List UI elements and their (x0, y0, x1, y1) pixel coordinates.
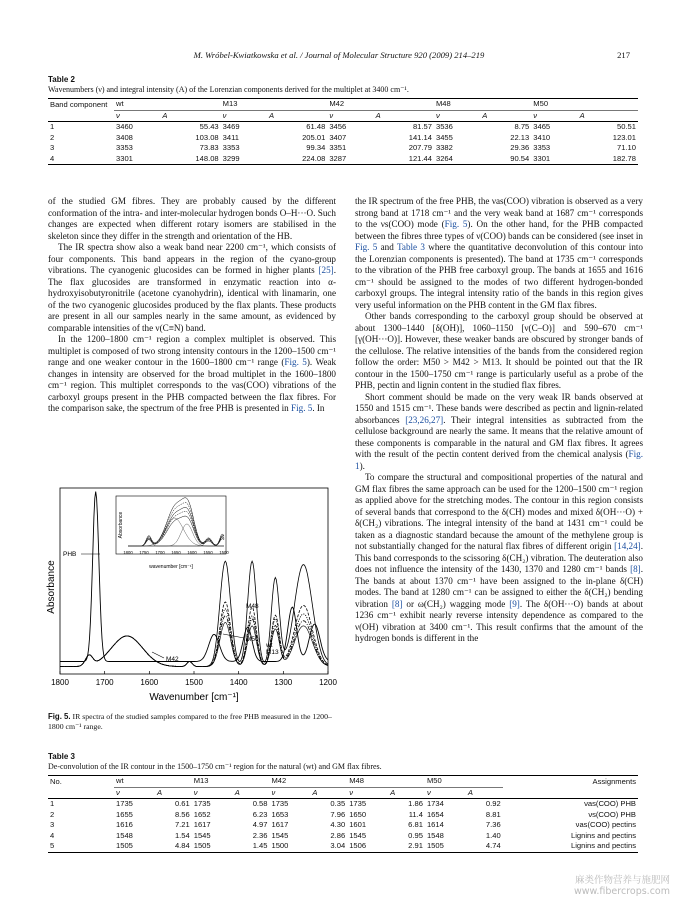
figure5-ir-spectra-chart (48, 486, 336, 708)
curve-label: M48 (246, 603, 259, 610)
subheader-a: A (466, 787, 503, 799)
inset-tick-label: 1500 (219, 550, 229, 555)
table-cell: 61.48 (306, 122, 326, 132)
table-row (48, 122, 638, 133)
subheader-a: A (160, 110, 220, 122)
table-cell: 1601 (349, 820, 367, 830)
watermark: 麻类作物营养与施肥网 www.fibercrops.com (573, 875, 670, 897)
figure-link[interactable]: Fig. 5 (355, 242, 378, 252)
table-cell: 1.54 (174, 830, 190, 840)
table-cell: 3264 (434, 154, 480, 165)
page-number: 217 (617, 50, 630, 60)
table-cell: 99.34 (306, 143, 326, 153)
table-cell: 103.08 (195, 132, 219, 142)
table-cell: 4.84 (155, 841, 192, 852)
table-cell: 3.04 (310, 841, 347, 852)
table-row (48, 810, 638, 821)
table-cell: 1735 (193, 799, 211, 809)
table-cell: 1.86 (408, 799, 423, 809)
table-cell: 224.08 (267, 154, 327, 165)
x-tick-label: 1200 (319, 678, 337, 687)
table-cell: 0.92 (485, 799, 501, 809)
table-cell: 207.79 (408, 143, 432, 153)
table-cell: 205.01 (302, 132, 326, 142)
table-cell: 1506 (347, 841, 388, 852)
x-tick-label: 1300 (274, 678, 293, 687)
x-axis (51, 671, 337, 687)
table-cell: 1505 (114, 841, 155, 852)
citation-link[interactable]: [23,26,27] (405, 414, 444, 425)
table-cell: 1.40 (485, 830, 501, 840)
x-tick-label: 1400 (229, 678, 248, 687)
table-cell: 1548 (426, 830, 444, 840)
citation-link[interactable]: [8] (630, 564, 641, 574)
table-cell: 3460 (116, 122, 133, 132)
subheader-nu: ν (114, 110, 160, 122)
column-group-header: M13 (192, 776, 270, 788)
paragraph: Other bands corresponding to the carboxyl group should be observed at about 1300–1440 [δ(OH)], 1060–1150 [ν(C–O)] and 590–670 cm⁻¹ [γ(OH···O)]. However, these weaker bands are obscured by stronger bands of the cellulose. The relative intensities of the bands from the considered region follow the order: M50 > M42 > M13. It should be pointed out that the IR contour in the 1500–1750 cm⁻¹ range is particularly useful as a probe of the PHB, pectin and lignin content in the studied flax fibres. (355, 311, 643, 390)
table-cell: 3407 (329, 132, 347, 142)
subheader-nu: ν (425, 787, 466, 799)
table-cell: 3 (50, 143, 55, 153)
table-cell: 121.44 (374, 154, 434, 165)
table-cell: 1655 (116, 809, 133, 819)
x-tick-label: 1600 (140, 678, 159, 687)
table-cell: 2.86 (330, 830, 346, 840)
column-header: Assignments (503, 776, 638, 788)
table-row (48, 154, 638, 165)
citation-link[interactable]: [25] (318, 265, 334, 275)
table-cell: 50.51 (616, 122, 636, 132)
subheader-a: A (233, 787, 270, 799)
subheader-a: A (388, 787, 425, 799)
column-group-header: wt (114, 99, 221, 111)
curve-label: M42 (166, 656, 179, 663)
subheader-nu: ν (269, 787, 310, 799)
table-cell: 1652 (193, 809, 211, 819)
curve-label: M13 (266, 649, 279, 656)
table-cell: 3411 (222, 132, 239, 142)
x-tick-label: 1700 (95, 678, 114, 687)
table-cell: 4 (50, 830, 55, 840)
table-cell: 90.54 (480, 154, 531, 165)
table-cell: 1545 (349, 830, 367, 840)
table-row (48, 820, 638, 831)
table-cell: 2.36 (252, 830, 268, 840)
subheader-a: A (578, 110, 638, 122)
table-cell: 5 (48, 841, 114, 852)
subheader-a: A (310, 787, 347, 799)
table-cell: 3465 (533, 122, 551, 132)
table-cell: 2 (50, 132, 55, 142)
table-cell: 1735 (271, 799, 289, 809)
table-cell: 0.61 (174, 799, 190, 809)
table-cell: 148.08 (160, 154, 220, 165)
table-cell: 1735 (116, 799, 133, 809)
citation-link[interactable]: [9] (509, 598, 520, 609)
inset-chart (116, 496, 229, 570)
subheader-a: A (267, 110, 327, 122)
inset-tick-label: 1650 (171, 550, 181, 555)
table-row (48, 799, 638, 810)
table-cell: 3287 (327, 154, 373, 165)
table-cell: 4.74 (466, 841, 503, 852)
table-cell: 8.56 (174, 809, 190, 819)
subheader-a: A (155, 787, 192, 799)
inset-tick-label: 1800 (123, 550, 133, 555)
table-cell: Lignins and pectins (503, 841, 638, 852)
table-cell: 0.58 (252, 799, 268, 809)
table-cell: 81.57 (412, 122, 432, 132)
curve-label: wt (266, 642, 273, 649)
figure5-caption: Fig. 5. IR spectra of the studied samples compared to the free PHB measured in the 1200–1800 cm⁻¹ range. (48, 712, 332, 731)
inset-tick-label: 1550 (203, 550, 213, 555)
table-cell: 8.81 (485, 809, 501, 819)
table3 (48, 775, 638, 853)
figure5-label: Fig. 5. (48, 712, 71, 721)
table-cell: 1617 (271, 820, 289, 830)
table2 (48, 98, 638, 165)
table-cell: νas(COO) pectins (575, 820, 636, 830)
curve-label: PHB (63, 551, 77, 558)
table-cell: 8.75 (514, 122, 530, 132)
column-group-header: M13 (221, 99, 328, 111)
table-cell: 141.14 (408, 132, 432, 142)
figure-link[interactable]: Fig. 1 (355, 449, 643, 471)
table-cell: 11.4 (408, 809, 423, 819)
column-group-header: M48 (434, 99, 531, 111)
inset-tick-label: 1700 (155, 550, 165, 555)
table-row (48, 831, 638, 842)
table-cell: 0.35 (330, 799, 346, 809)
curve-m48 (60, 561, 328, 666)
table-cell: 1500 (269, 841, 310, 852)
table-cell: 1545 (271, 830, 289, 840)
subheader-nu: ν (114, 787, 155, 799)
subheader-nu: ν (434, 110, 480, 122)
table-cell: 3 (50, 820, 55, 830)
table-cell: 3299 (221, 154, 267, 165)
table-cell: 73.83 (199, 143, 219, 153)
table3-caption (48, 752, 638, 772)
table-cell: 1734 (426, 799, 444, 809)
table-cell: 3353 (533, 143, 551, 153)
table-cell: 3456 (329, 122, 347, 132)
table-cell: 7.21 (174, 820, 190, 830)
inset-tick-label: 1750 (139, 550, 149, 555)
column-group-header: M42 (327, 99, 434, 111)
column-group-header: wt (114, 776, 192, 788)
table-cell: 3301 (114, 154, 160, 165)
table-cell: 3382 (435, 143, 453, 153)
table-cell: 3301 (531, 154, 577, 165)
table-cell: 22.13 (510, 132, 530, 142)
inset-x-label: wavenumber [cm⁻¹] (149, 564, 193, 570)
table-row (48, 143, 638, 154)
table-cell: 123.01 (612, 132, 636, 142)
table-cell: 4 (48, 154, 114, 165)
table-cell: 3455 (435, 132, 453, 142)
table-cell: 3469 (222, 122, 240, 132)
table-cell: 4.30 (330, 820, 346, 830)
table-cell: 6.23 (252, 809, 268, 819)
subheader-nu: ν (221, 110, 267, 122)
table-cell: 3408 (116, 132, 133, 142)
table-cell: 1 (50, 122, 55, 132)
figure-link[interactable]: Fig. 5 (444, 219, 468, 229)
running-header (48, 50, 630, 64)
column-group-header: M48 (347, 776, 425, 788)
table2-caption-text: Wavenumbers (ν) and integral intensity (A) of the Lorenzian components derived for the multiplet at 3400 cm⁻¹. (48, 85, 409, 94)
table-cell: 1614 (426, 820, 444, 830)
table-cell: 55.43 (199, 122, 219, 132)
table-cell: 1650 (349, 809, 367, 819)
table-cell: 1 (50, 799, 55, 809)
inset-tick-label: 1600 (187, 550, 197, 555)
table3-label: Table 3 (48, 752, 75, 761)
table-cell: 1653 (271, 809, 289, 819)
paragraph: Short comment should be made on the very weak IR bands observed at 1550 and 1515 cm⁻¹. These bands were described as pectin and lignin-related absorbances [23,26,27]. Their integral intensities as subtracted from the cellulose background are nearly the same. It means that the relative amount of these components is comparable in the natural and GM flax fibres. It agrees with the result of the pectin content derived from the chemical analysis (Fig. 1). (355, 391, 644, 471)
subheader-nu: ν (531, 110, 577, 122)
table-cell: Lignins and pectins (570, 830, 636, 840)
column-group-header: M50 (531, 99, 638, 111)
figure-link[interactable]: Fig. 5 (284, 357, 307, 367)
table-cell: 3410 (533, 132, 551, 142)
running-title: M. Wróbel-Kwiatkowska et al. / Journal of Molecular Structure 920 (2009) 214–219 (193, 50, 485, 60)
table-row (48, 133, 638, 144)
subheader-nu: ν (347, 787, 388, 799)
table-cell: 1654 (426, 809, 444, 819)
paragraph: of the studied GM fibres. They are probably caused by the different conformation of the intra- and inter-molecular hydrogen bonds O–H···O. Such changes are expected when different rotary isomers are stabilised in the skeleton since they differ in the strength and orientation of the HB. (48, 196, 336, 241)
column-group-header: M50 (425, 776, 503, 788)
table-cell: 7.36 (485, 820, 501, 830)
table-cell: 3536 (435, 122, 453, 132)
subheader-a: A (374, 110, 434, 122)
column-header: No. (48, 776, 114, 788)
table-cell: 3353 (116, 143, 133, 153)
table-cell: 0.95 (408, 830, 423, 840)
table-cell: 7.96 (330, 809, 346, 819)
x-tick-label: 1500 (185, 678, 203, 687)
subheader-nu: ν (327, 110, 373, 122)
table3-caption-text: De-convolution of the IR contour in the 1500–1750 cm⁻¹ region for the natural (wt) and GM flax fibres. (48, 762, 382, 771)
x-tick-label: 1800 (51, 678, 69, 687)
paragraph: In the 1200–1800 cm⁻¹ region a complex multiplet is observed. This multiplet is composed of two strong intensity contours in the 1200–1500 cm⁻¹ range and one weaker contour in the 1600–1800 cm⁻¹ range (Fig. 5). Weak changes in intensity are observed for the broad multiplet in the 1600–1800 cm⁻¹ region. This multiplet corresponds to the νas(COO) vibrations of the carboxyl groups present in the PHB compacted between the flax fibres. For the comparison sake, the spectrum of the free PHB is presented in Fig. 5. In (48, 334, 337, 413)
inset-y-label: Absorbance (118, 511, 124, 539)
table2-label: Table 2 (48, 75, 75, 84)
table-cell: 1505 (192, 841, 233, 852)
y-axis-label: Absorbance (46, 560, 57, 614)
table-link[interactable]: Table 3 (396, 242, 425, 252)
table-cell: 1617 (193, 820, 211, 830)
table-cell: 2 (50, 809, 55, 819)
table-cell: νs(COO) PHB (588, 809, 636, 819)
curve-label: M50 (246, 636, 259, 643)
curve-m42 (60, 616, 328, 667)
table-cell: νas(COO) PHB (584, 799, 636, 809)
table-cell: 71.10 (616, 143, 636, 153)
table-cell: 3353 (222, 143, 240, 153)
table-cell: 1616 (116, 820, 133, 830)
table-cell: 182.78 (578, 154, 638, 165)
subheader-a: A (480, 110, 531, 122)
table-cell: 1545 (193, 830, 211, 840)
right-column (355, 196, 643, 645)
table-cell: 1548 (116, 830, 133, 840)
citation-link[interactable]: [8] (391, 598, 403, 609)
table-cell: 29.36 (510, 143, 530, 153)
paragraph: The IR spectra show also a weak band near 2200 cm⁻¹, which consists of four components. This band appears in the region of the cyano-group vibrations. The cyanogenic glucosides can be formed in higher plants [25]. The flax glucosides are transformed in enzymatic reaction into α-hydroxyisobutyronitrile (acetone cyanohydrin), identical with linamarin, one of the two cyanogenic glucosides produced by the flax plants. These products are present in all our samples nearly in the same amount, as evidenced by comparable intensities of the ν(C≡N) band. (48, 242, 336, 333)
x-axis-label: Wavenumber [cm⁻¹] (149, 692, 239, 703)
table-cell: 2.91 (388, 841, 425, 852)
left-column (48, 196, 336, 415)
table-cell: 4.97 (252, 820, 268, 830)
label-leader (152, 652, 164, 658)
column-header: Band component (48, 99, 114, 111)
table2-caption (48, 75, 638, 95)
paragraph: the IR spectrum of the free PHB, the νas(COO) vibration is observed as a very strong band at 1718 cm⁻¹ and the very weak band at 1687 cm⁻¹ corresponds to the νs(COO) mode (Fig. 5). On the other hand, for the PHB compacted between the fibres three types of ν(COO) bands can be considered (see inset in Fig. 5 and Table 3 where the quantitative deconvolution of this contour into the Lorenzian components is presented). The band at 1735 cm⁻¹ corresponds to the vibration of the PHB free carboxyl group. The bands at 1655 and 1616 cm⁻¹ should be assigned to the modes of two different hydrogen-bonded carboxyl groups. The integral intensity ratio of the bands in this region gives very useful information on the PHB content in the GM flax fibres. (355, 196, 643, 310)
table-cell: 1.45 (233, 841, 270, 852)
citation-link[interactable]: [14,24] (614, 541, 641, 551)
subheader-nu: ν (192, 787, 233, 799)
table-cell: 1735 (349, 799, 367, 809)
column-group-header: M42 (269, 776, 347, 788)
table-cell: 6.81 (408, 820, 423, 830)
table-row (48, 841, 638, 852)
paragraph: To compare the structural and compositional properties of the natural and GM flax fibres the same approach can be used for the 1200–1500 cm⁻¹ region as applied above for the stretching modes. The contour in this region consists of several bands that correspond to the δ(CH) modes and mixed δ(OH···O) + δ(CH₂) vibrations. The integral intensity of the band at 1431 cm⁻¹ could be taken as a diagnostic standard because the amount of the methylene group is not substantially changed for the natural flax fibres of different origin [14,24]. This band corresponds to the scissoring δ(CH₂) vibration. The deuteration also does not influence the intensity of the 1430, 1370 and 1280 cm⁻¹ bands [8]. The bands at about 1370 cm⁻¹ have been assigned to the in-plane δ(CH) modes. The band at 1280 cm⁻¹ can be assigned to either the δ(CH₂) bending vibration [8] or ω(CH₂) wagging mode [9]. The δ(OH···O) bands at about 1236 cm⁻¹ exhibit nearly reverse intensity dependence as compared to the ν(OH) vibration at 3400 cm⁻¹. This result confirms that the amount of the hydrogen bonds is different in the (355, 472, 643, 643)
figure-link[interactable]: Fig. 5 (291, 403, 313, 413)
table-cell: 3351 (329, 143, 347, 153)
table-cell: 1505 (425, 841, 466, 852)
